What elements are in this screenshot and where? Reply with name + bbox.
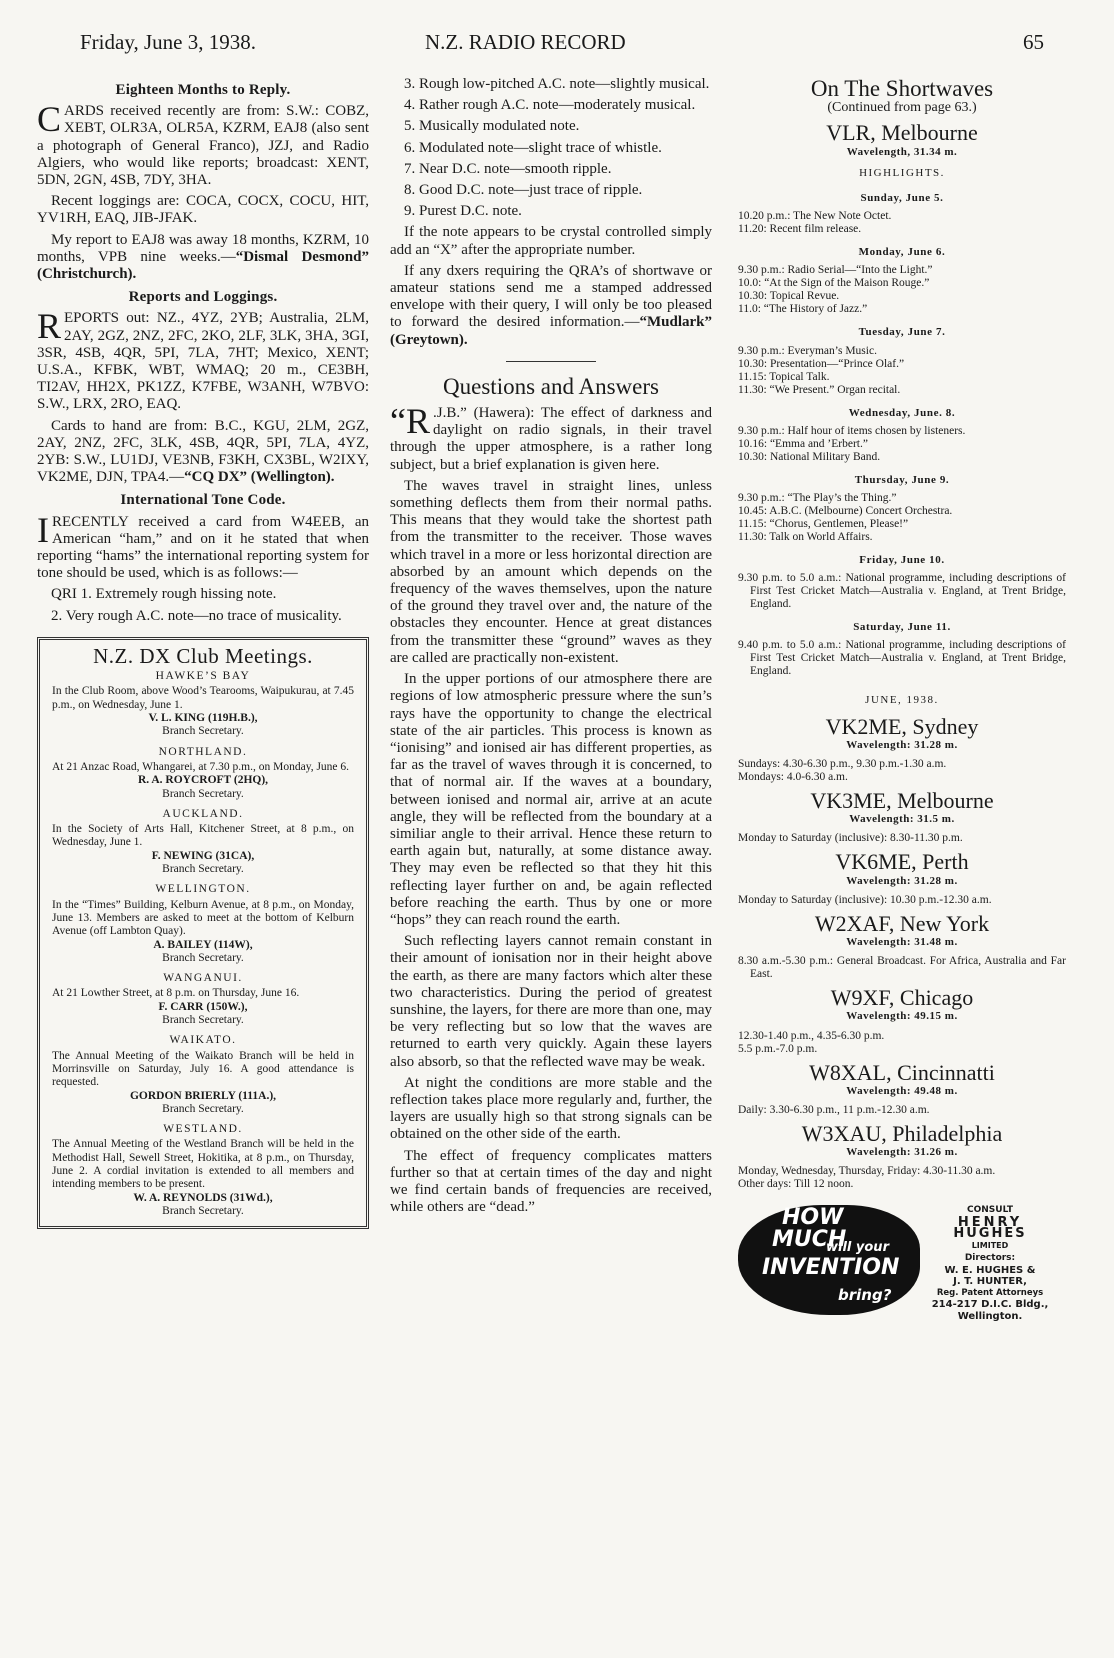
club-meetings-box — [37, 637, 369, 1229]
paragraph: Cards to hand are from: B.C., KGU, 2LM, 2GZ, 2AY, 2NZ, 2FC, 3LK, 4SB, 4QR, 5PI, 7LA, 4YZ, 2YB: S.W., LU1DJ, VE3NB, F3KH, CX3BL, W2IXY, VK2ME, DJN, TPA4.—“CQ DX” (Wellington). — [37, 417, 369, 486]
schedule-list — [738, 894, 1066, 907]
branch-notice — [52, 808, 354, 876]
highlights-heading: HIGHLIGHTS. — [859, 166, 945, 179]
schedule-day: Wednesday, June. 8. — [848, 406, 956, 419]
schedule-item: Sundays: 4.30-6.30 p.m., 9.30 p.m.-1.30 a.m. — [738, 758, 947, 771]
branch-details: In the Society of Arts Hall, Kitchener Street, at 8 p.m., on Wednesday, June 1. — [52, 823, 354, 849]
schedule-list — [738, 345, 1066, 397]
branch-secretary-title: Branch Secretary. — [162, 951, 244, 964]
ad-bring: bring? — [838, 1286, 892, 1305]
branch-secretary-title: Branch Secretary. — [162, 1014, 244, 1027]
wavelength: Wavelength: 49.48 m. — [846, 1084, 958, 1097]
schedule-item: Other days: Till 12 noon. — [738, 1178, 854, 1191]
paragraph: My report to EAJ8 was away 18 months, KZRM, 10 months, VPB nine weeks.—“Dismal Desmond” (Christchurch). — [37, 231, 369, 283]
branch-notice — [52, 1123, 354, 1218]
branch-details: In the “Times” Building, Kelburn Avenue, at 8 p.m., on Monday, June 13. Members are asked to meet at the bottom of Kelburn Avenue (off Lambton Quay). — [52, 898, 354, 938]
schedule-list — [738, 832, 1066, 845]
schedule-item: 10.30: National Military Band. — [738, 450, 881, 463]
branch-notice — [52, 746, 354, 801]
schedule-day: Friday, June 10. — [859, 554, 945, 567]
ad-contact: CONSULT HENRY HUGHES LIMITED Directors: W. E. HUGHES & J. T. HUNTER, Reg. Patent Attorneys 214-217 D.I.C. Bldg., Wellington. — [931, 1205, 1049, 1322]
branch-name: WAIKATO. — [169, 1034, 237, 1047]
branch-details: In the Club Room, above Wood’s Tearooms, Waipukurau, at 7.45 p.m., on Wednesday, June 1. — [52, 685, 354, 711]
branch-secretary-name: F. CARR (150W.), — [158, 1000, 248, 1013]
schedule-item: 11.15: Topical Talk. — [738, 370, 830, 383]
schedule-list — [738, 639, 1066, 678]
schedule-day: Tuesday, June 7. — [858, 326, 946, 339]
page-header — [80, 30, 1044, 56]
schedule-item: Monday to Saturday (inclusive): 8.30-11.30 p.m. — [738, 832, 963, 845]
paragraph: If the note appears to be crystal controlled simply add an “X” after the appropriate number. — [390, 224, 712, 258]
branch-secretary-title: Branch Secretary. — [162, 1102, 244, 1115]
wavelength: Wavelength: 31.26 m. — [846, 1146, 958, 1159]
tone-code-item: 5. Musically modulated note. — [404, 118, 580, 135]
schedule-list — [738, 1165, 1066, 1191]
schedule-item: 8.30 a.m.-5.30 p.m.: General Broadcast. For Africa, Australia and Far East. — [738, 955, 1066, 981]
station-name: VK6ME, Perth — [835, 849, 969, 875]
station-name: W8XAL, Cincinnatti — [809, 1059, 995, 1085]
tone-code-item: 7. Near D.C. note—smooth ripple. — [404, 160, 612, 177]
schedule-list — [738, 492, 1066, 544]
issue-date: Friday, June 3, 1938. — [80, 30, 256, 54]
column-right — [738, 76, 1066, 1322]
branch-secretary-name: F. NEWING (31CA), — [151, 849, 255, 862]
station-name: VLR, Melbourne — [826, 120, 978, 146]
wavelength: Wavelength: 49.15 m. — [846, 1010, 958, 1023]
date-heading: JUNE, 1938. — [865, 694, 939, 707]
station-name: W9XF, Chicago — [830, 985, 974, 1011]
schedule-list — [738, 425, 1066, 464]
schedule-item: 12.30-1.40 p.m., 4.35-6.30 p.m. — [738, 1029, 885, 1042]
wavelength: Wavelength: 31.5 m. — [849, 813, 955, 826]
schedule-day: Saturday, June 11. — [853, 621, 951, 634]
branch-name: HAWKE’S BAY — [155, 670, 251, 683]
schedule-list — [738, 758, 1066, 784]
schedule-item: 11.15: “Chorus, Gentlemen, Please!” — [738, 518, 909, 531]
signature: “Dismal Desmond” (Christchurch). — [37, 248, 369, 283]
publication-title: N.Z. RADIO RECORD — [425, 30, 626, 54]
ad-much: MUCH — [772, 1227, 847, 1253]
paragraph: CARDS received recently are from: S.W.: COBZ, XEBT, OLR3A, OLR5A, KZRM, EAJ8 (also sent a photograph of General Franco), JZJ, and Radio Algiers, who would like reports; broadcast: XENT, 5DN, 2GN, 4SB, 7DY, 3HA. — [37, 99, 369, 189]
schedule-item: 10.0: “At the Sign of the Maison Rouge.” — [738, 277, 930, 290]
schedule-item: Mondays: 4.0-6.30 a.m. — [738, 771, 848, 784]
branch-notice — [52, 1034, 354, 1116]
wavelength: Wavelength: 31.28 m. — [846, 874, 958, 887]
wavelength: Wavelength: 31.48 m. — [846, 936, 958, 949]
tone-code-item: 8. Good D.C. note—just trace of ripple. — [404, 182, 643, 199]
schedule-item: 9.30 p.m.: “The Play’s the Thing.” — [738, 492, 897, 505]
schedule-list — [738, 1104, 1066, 1117]
signature: “CQ DX” (Wellington). — [184, 469, 335, 486]
schedule-item: 9.30 p.m. to 5.0 a.m.: National programme, including descriptions of First Test Cricket Match—Australia v. England, at Trent Bridge, England. — [738, 572, 1066, 611]
tone-code-item: 9. Purest D.C. note. — [404, 203, 522, 220]
page-number: 65 — [1023, 30, 1044, 54]
continued-note: (Continued from page 63.) — [827, 100, 977, 116]
answer-paragraph: In the upper portions of our atmosphere there are regions of low atmospheric pressure where the sun’s rays have the opportunity to change the electrical state of the air particles. This process is known as “ionising” and ionised air has different properties, as far as the travel of waves through it is concerned, to that of normal air. If the waves at a boundary, between ionised and normal air, arrive at an acute angle, they will be reflected from the boundary at a similiar angle to their arrival. Hence these return to earth again but, naturally, at some distance away. They may even be reflected so that they hit this reflecting layer further on and, be again reflected before reaching the earth. Thus by one or more “hops” they can reach round the earth. — [390, 671, 712, 928]
branch-name: WESTLAND. — [163, 1123, 243, 1136]
paragraph: IRECENTLY received a card from W4EEB, an American “ham,” and on it he stated that when reporting “hams” the international reporting system for tone should be used, which is as follows:— — [37, 509, 369, 582]
drop-cap: I — [37, 509, 49, 550]
branch-name: WELLINGTON. — [155, 883, 251, 896]
branch-secretary-title: Branch Secretary. — [162, 863, 244, 876]
divider — [506, 361, 596, 362]
branch-secretary-name: W. A. REYNOLDS (31Wd.), — [133, 1191, 273, 1204]
section-title: Questions and Answers — [443, 373, 659, 399]
tone-code-item: 6. Modulated note—slight trace of whistle. — [404, 139, 662, 156]
schedule-list — [738, 210, 1066, 236]
branch-secretary-name: A. BAILEY (114W), — [153, 938, 253, 951]
schedule-item: 10.30: Topical Revue. — [738, 290, 840, 303]
wavelength: Wavelength: 31.28 m. — [846, 738, 958, 751]
answer-paragraph: At night the conditions are more stable and the reflection takes place more regularly and, further, the layers are usually high so that strong signals can be obtained on the other side of the earth. — [390, 1074, 712, 1143]
tone-code-item: 2. Very rough A.C. note—no trace of musicality. — [51, 607, 342, 624]
branch-notice — [52, 883, 354, 965]
schedule-item: Daily: 3.30-6.30 p.m., 11 p.m.-12.30 a.m. — [738, 1104, 930, 1117]
section-heading: Reports and Loggings. — [128, 289, 278, 306]
tone-code-item: 3. Rough low-pitched A.C. note—slightly musical. — [404, 76, 710, 92]
schedule-item: 10.16: “Emma and ’Erbert.” — [738, 437, 868, 450]
schedule-item: 11.30: Talk on World Affairs. — [738, 531, 873, 544]
branch-notice — [52, 670, 354, 738]
schedule-item: 9.40 p.m. to 5.0 a.m.: National programme, including descriptions of First Test Cricket Match—Australia v. England, at Trent Bridge, England. — [738, 639, 1066, 678]
branch-details: At 21 Lowther Street, at 8 p.m. on Thursday, June 16. — [52, 987, 300, 1000]
schedule-item: 10.20 p.m.: The New Note Octet. — [738, 210, 892, 223]
schedule-item: 11.30: “We Present.” Organ recital. — [738, 383, 901, 396]
tone-code-item: QRI 1. Extremely rough hissing note. — [51, 586, 277, 603]
schedule-item: 9.30 p.m.: Half hour of items chosen by listeners. — [738, 424, 966, 437]
schedule-list — [738, 572, 1066, 611]
section-heading: Eighteen Months to Reply. — [115, 82, 291, 98]
branch-secretary-title: Branch Secretary. — [162, 787, 244, 800]
branch-name: WANGANUI. — [163, 972, 243, 985]
schedule-item: Monday, Wednesday, Thursday, Friday: 4.30-11.30 a.m. — [738, 1165, 996, 1178]
section-heading: International Tone Code. — [120, 492, 286, 509]
schedule-item: 11.20: Recent film release. — [738, 223, 862, 236]
column-middle — [390, 76, 712, 1220]
answer-paragraph: The waves travel in straight lines, unless something deflects them from their normal paths. This means that they would take the shortest path from the transmitter to the receiver. Those waves which travel in a more or less horizontal direction are absorbed by an amount which depends on the frequency of the waves themselves, upon the nature of the ground they travel over and, the nature of the obstacles they encounter. Hence at great distances from the transmitter these “ground” waves as they are called are practically non-existent. — [390, 477, 712, 666]
branch-details: The Annual Meeting of the Waikato Branch will be held in Morrinsville on Saturday, July 16. A good attendance is requested. — [52, 1049, 354, 1089]
schedule-day: Thursday, June 9. — [854, 473, 950, 486]
ad-invention: INVENTION — [762, 1255, 900, 1281]
branch-secretary-name: R. A. ROYCROFT (2HQ), — [137, 774, 269, 787]
paragraph: If any dxers requiring the QRA’s of shortwave or amateur stations send me a stamped addressed envelope with their query, I will only be too pleased to forward the desired information.—“Mudlark” (Greytown). — [390, 262, 712, 348]
ad-will-your: will your — [826, 1240, 889, 1256]
drop-cap: C — [37, 99, 62, 140]
branch-details: The Annual Meeting of the Westland Branch will be held in the Methodist Hall, Sewell Street, Hokitika, at 8 p.m., on Thursday, June 2. A cordial invitation is extended to all members and intending members to be present. — [52, 1138, 354, 1191]
schedule-day: Monday, June 6. — [858, 246, 946, 259]
column-left — [37, 76, 369, 1229]
paragraph: REPORTS out: NZ., 4YZ, 2YB; Australia, 2LM, 2AY, 2GZ, 2NZ, 2FC, 2KO, 2LF, 3LK, 3HA, 3GI, 3SR, 4SB, 4QR, 5PI, 7LA, 7HT; Mexico, XENT; U.S.A., KFBK, WBT, WMAQ; 20 m., CE3BH, TI2AV, HH2X, PK1ZZ, K7FBE, W3ANH, W7BVO: S.W., LRX, 2RO, EAQ. — [37, 306, 369, 413]
schedule-item: 10.45: A.B.C. (Melbourne) Concert Orchestra. — [738, 505, 953, 518]
schedule-day: Sunday, June 5. — [860, 192, 944, 205]
schedule-item: 11.0: “The History of Jazz.” — [738, 303, 868, 316]
drop-cap: R — [37, 306, 62, 347]
branch-secretary-name: GORDON BRIERLY (111A.), — [129, 1089, 277, 1102]
schedule-item: 5.5 p.m.-7.0 p.m. — [738, 1042, 818, 1055]
branch-secretary-name: V. L. KING (119H.B.), — [148, 712, 258, 725]
paragraph: Recent loggings are: COCA, COCX, COCU, HIT, YV1RH, EAQ, JIB-JFAK. — [37, 193, 369, 227]
question: “R .J.B.” (Hawera): The effect of darkness and daylight on radio signals, in their travel through the upper atmosphere, is a rather long subject, but a brief explanation is given here. — [390, 401, 712, 473]
schedule-list — [738, 264, 1066, 316]
station-name: W3XAU, Philadelphia — [801, 1121, 1003, 1147]
branch-name: NORTHLAND. — [158, 745, 248, 758]
ad-how: HOW — [782, 1205, 844, 1231]
station-name: VK2ME, Sydney — [825, 713, 979, 739]
station-name: VK3ME, Melbourne — [810, 788, 994, 814]
schedule-item: 9.30 p.m.: Everyman’s Music. — [738, 344, 877, 357]
schedule-item: 10.30: Presentation—“Prince Olaf.” — [738, 357, 905, 370]
wavelength: Wavelength, 31.34 m. — [846, 145, 958, 158]
section-title: On The Shortwaves — [810, 76, 994, 101]
tone-code-item: 4. Rather rough A.C. note—moderately musical. — [404, 97, 696, 114]
drop-cap: “R — [390, 401, 430, 442]
schedule-list — [738, 1030, 1066, 1056]
advertisement — [738, 1205, 1066, 1322]
signature: “Mudlark” (Greytown). — [390, 314, 712, 348]
answer-paragraph: The effect of frequency complicates matters further so that at certain times of the day and night we find certain bands of frequencies are received, while others are “dead.” — [390, 1147, 712, 1216]
branch-name: AUCKLAND. — [162, 807, 244, 820]
schedule-item: Monday to Saturday (inclusive): 10.30 p.m.-12.30 a.m. — [738, 893, 992, 906]
schedule-list — [738, 955, 1066, 981]
branch-secretary-title: Branch Secretary. — [162, 1204, 244, 1217]
answer-paragraph: Such reflecting layers cannot remain constant in their amount of ionisation nor in their height above the earth, as there are many factors which alter these two characteristics. During the period of greatest sunshine, the layers, for there are more than one, may be very reflecting but so low that the waves are returned to earth very quickly. Again these layers also absorb, so that the reflected wave may be weak. — [390, 933, 712, 1070]
branch-details: At 21 Anzac Road, Whangarei, at 7.30 p.m., on Monday, June 6. — [52, 760, 350, 773]
box-title: N.Z. DX Club Meetings. — [93, 643, 313, 668]
schedule-item: 9.30 p.m.: Radio Serial—“Into the Light.” — [738, 264, 933, 277]
station-name: W2XAF, New York — [814, 910, 990, 936]
branch-notice — [52, 972, 354, 1027]
branch-secretary-title: Branch Secretary. — [162, 725, 244, 738]
